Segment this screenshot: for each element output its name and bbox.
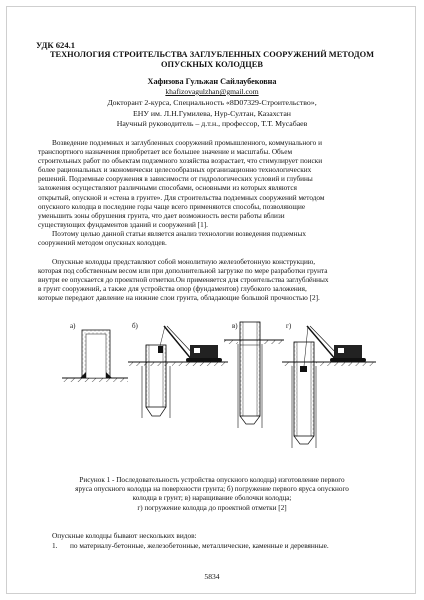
caption-line: яруса опускного колодца на поверхности грунта; б) погружение первого яруса опускного — [75, 485, 349, 494]
text-line: Возведение подземных и заглубленных сооружений промышленного, коммунального и — [52, 139, 322, 147]
text-line: Поэтому целью данной статьи является анализ технологии возведения подземных — [52, 230, 306, 238]
list-number: 1. — [52, 541, 58, 550]
diagram-b — [128, 326, 228, 418]
figure-label-g: г) — [286, 322, 292, 330]
text-line: внутри ее опускается до проектной отметки.Он применяется для строительства заглублённых — [38, 276, 329, 285]
diagram-g — [282, 326, 376, 448]
author-email-link[interactable]: khafizovagulzhan@gmail.com — [165, 87, 259, 96]
caption-line: колодца в грунт; в) наращивание оболочки колодца; — [132, 494, 292, 503]
diagram-a — [62, 330, 128, 382]
text-line: заложения осуществляют различными способами, основными из которых являются — [38, 184, 297, 193]
text-line: уменьшить зоны обрушения грунта, что дает возможность вести работы вблизи — [38, 211, 285, 220]
caption-line: г) погружение колодца до проектной отметки [2] — [137, 503, 287, 512]
text-line: более рациональных и экономически целесообразных организационно технологических — [38, 166, 312, 175]
udk-code: УДК 624.1 — [36, 40, 76, 50]
text-line: опускного колодца в последние годы чаще всего применяются способы, позволяющие — [38, 202, 306, 211]
text-line: которая под собственным весом или при дополнительной загрузке по мере разработки грунта — [38, 267, 328, 276]
figure-caption — [40, 476, 384, 513]
title-line-1: ТЕХНОЛОГИЯ СТРОИТЕЛЬСТВА ЗАГЛУБЛЕННЫХ СООРУЖЕНИЙ МЕТОДОМ — [49, 50, 375, 59]
text-line: Опускные колодцы представляют собой монолитную железобетонную конструкцию, — [52, 258, 316, 266]
text-line: существующих фундаментов зданий и сооружений [1]. — [38, 220, 208, 229]
list-item-1: по материалу-бетонные, железобетонные, металлические, каменные и деревянные. — [70, 541, 329, 550]
types-intro: Опускные колодцы бывают нескольких видов: — [52, 531, 197, 540]
text-line: которые передают давление на нижние слои грунта, обладающие большой прочностью [2]. — [38, 294, 320, 303]
text-line: строительных работ по объектам подземного хозяйства возрастает, что стимулирует поиски — [38, 157, 323, 166]
text-line: сооружений методом опускных колодцев. — [38, 239, 167, 248]
text-line: в грунт сооружений, а также для устройства опор (фундаментов) глубокого заложения, — [38, 285, 307, 294]
text-line: транспортного назначения приобретает все большее значение и масштабы. Объем — [38, 148, 293, 157]
diagram-v — [224, 322, 284, 428]
supervisor: Научный руководитель – д.т.н., профессор, Т.Т. Мусабаев — [116, 119, 308, 128]
figure-label-a: а) — [70, 322, 76, 330]
author-name: Хафизова Гульжан Сайлаубековна — [147, 77, 277, 86]
page-number: 5834 — [204, 572, 220, 581]
text-line: открытый, опускной и «стена в грунте». Для строительства подземных сооружений методом — [38, 193, 325, 202]
figure-label-v: в) — [232, 322, 238, 330]
caption-line: Рисунок 1 - Последовательность устройства опускного колодца) изготовление первого — [79, 476, 345, 484]
affiliation-line-1: Докторант 2-курса, Специальность «8D07329-Строительство», — [107, 98, 317, 107]
affiliation-line-2: ЕНУ им. Л.Н.Гумилева, Нур-Султан, Казахстан — [133, 109, 291, 118]
text-line: решений. Подземные сооружения в зависимости от гидрологических условий и глубины — [38, 175, 313, 184]
figure-label-b: б) — [132, 322, 138, 330]
title-line-2: ОПУСКНЫХ КОЛОДЦЕВ — [161, 60, 263, 69]
